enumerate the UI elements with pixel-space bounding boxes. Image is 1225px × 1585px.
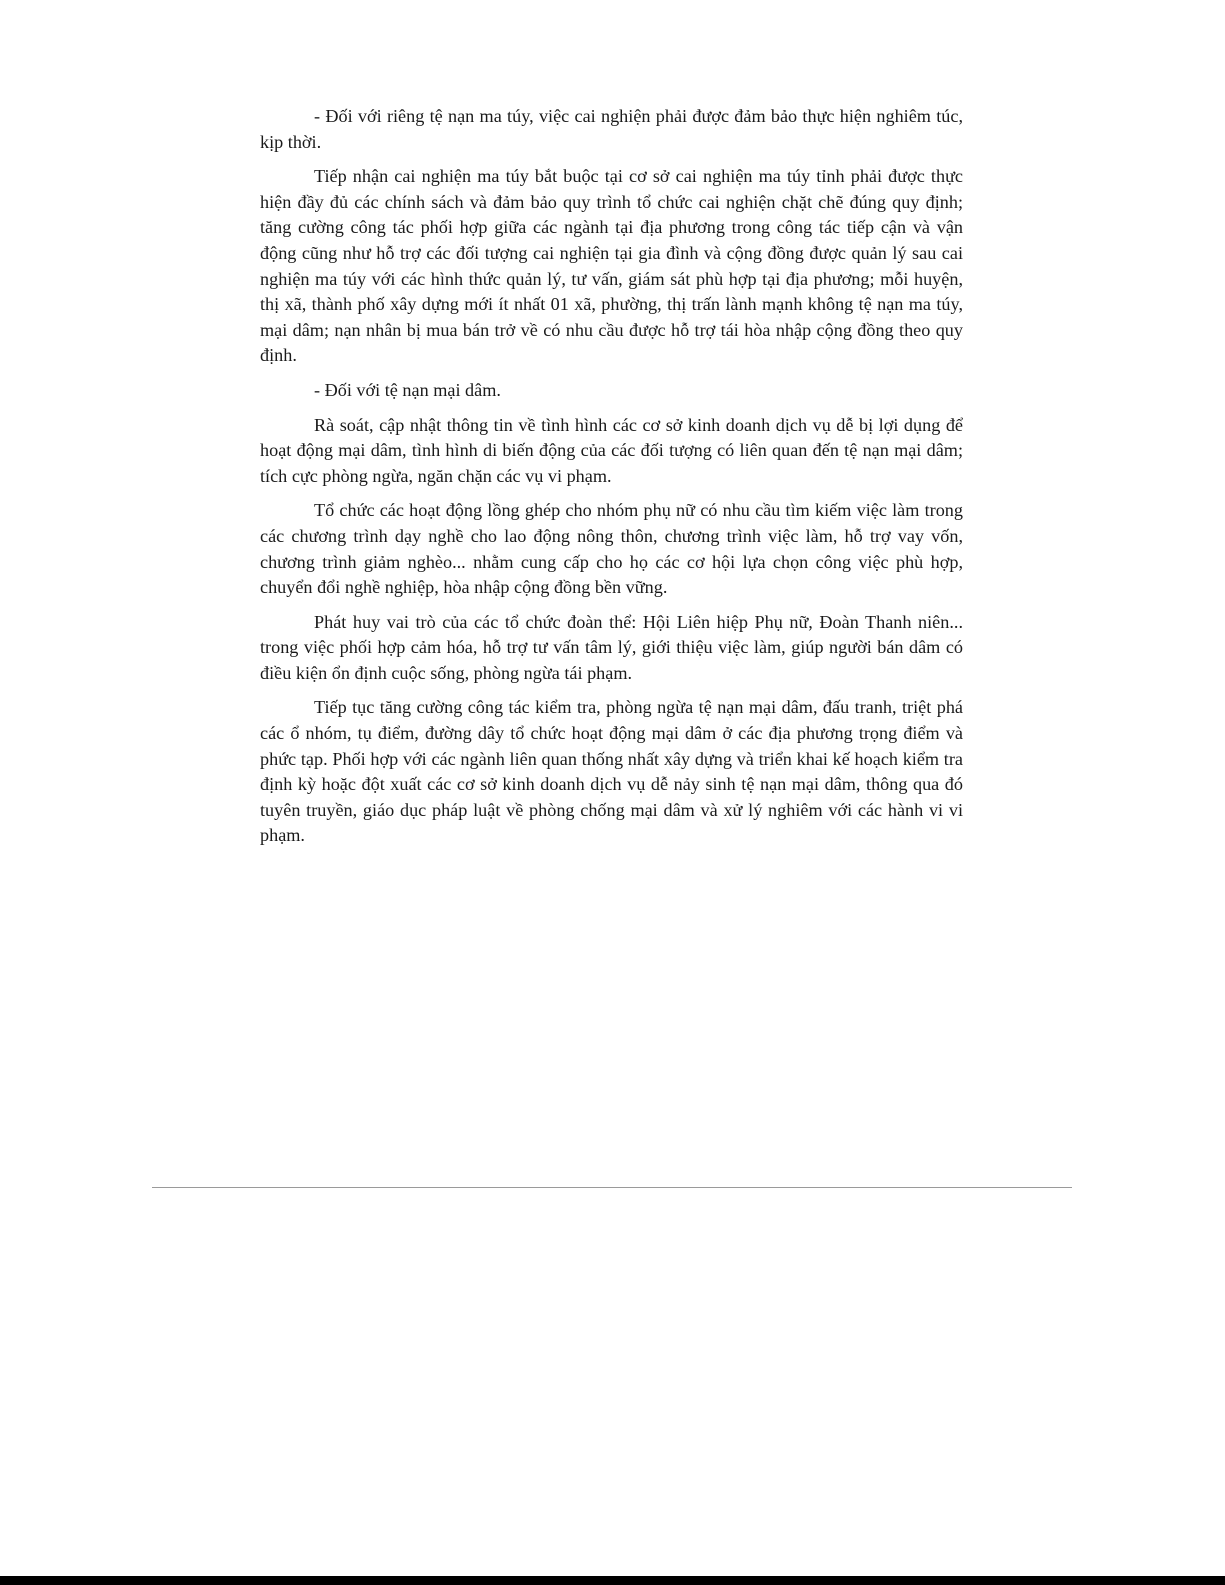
paragraph-review-update: Rà soát, cập nhật thông tin về tình hình các cơ sở kinh doanh dịch vụ dễ bị lợi dụng để hoạt động mại dâm, tình hình di biến động của các đối tượng có liên quan đến tệ nạn mại dâm; tích cực phòng ngừa, ngăn chặn các vụ vi phạm.	[260, 414, 963, 486]
paragraph-inspection: Tiếp tục tăng cường công tác kiểm tra, phòng ngừa tệ nạn mại dâm, đấu tranh, triệt phá các ổ nhóm, tụ điểm, đường dây tổ chức hoạt động mại dâm ở các địa phương trọng điểm và phức tạp. Phối hợp với các ngành liên quan thống nhất xây dựng và triển khai kế hoạch kiểm tra định kỳ hoặc đột xuất các cơ sở kinh doanh dịch vụ dễ nảy sinh tệ nạn mại dâm, thông qua đó tuyên truyền, giáo dục pháp luật về phòng chống mại dâm và xử lý nghiêm với các hành vi vi phạm.	[260, 697, 963, 846]
document-body	[260, 104, 963, 858]
page-break-divider	[152, 1187, 1072, 1188]
paragraph-prostitution-heading: - Đối với tệ nạn mại dâm.	[314, 379, 501, 400]
paragraph-drug-heading: - Đối với riêng tệ nạn ma túy, việc cai nghiện phải được đảm bảo thực hiện nghiêm túc, kịp thời.	[260, 106, 963, 152]
paragraph-mass-organizations: Phát huy vai trò của các tổ chức đoàn thể: Hội Liên hiệp Phụ nữ, Đoàn Thanh niên... trong việc phối hợp cảm hóa, hỗ trợ tư vấn tâm lý, giới thiệu việc làm, giúp người bán dâm có điều kiện ổn định cuộc sống, phòng ngừa tái phạm.	[260, 611, 963, 683]
paragraph-drug-rehab: Tiếp nhận cai nghiện ma túy bắt buộc tại cơ sở cai nghiện ma túy tỉnh phải được thực hiện đầy đủ các chính sách và đảm bảo quy trình tổ chức cai nghiện chặt chẽ đúng quy định; tăng cường công tác phối hợp giữa các ngành tại địa phương trong công tác tiếp cận và vận động cũng như hỗ trợ các đối tượng cai nghiện tại gia đình và cộng đồng được quản lý sau cai nghiện ma túy với các hình thức quản lý, tư vấn, giám sát phù hợp tại địa phương; mỗi huyện, thị xã, thành phố xây dựng mới ít nhất 01 xã, phường, thị trấn lành mạnh không tệ nạn ma túy, mại dâm; nạn nhân bị mua bán trở về có nhu cầu được hỗ trợ tái hòa nhập cộng đồng theo quy định.	[260, 166, 963, 366]
bottom-edge-bar	[0, 1576, 1225, 1585]
paragraph-women-employment: Tổ chức các hoạt động lồng ghép cho nhóm phụ nữ có nhu cầu tìm kiếm việc làm trong các chương trình dạy nghề cho lao động nông thôn, chương trình việc làm, hỗ trợ vay vốn, chương trình giảm nghèo... nhằm cung cấp cho họ các cơ hội lựa chọn công việc phù hợp, chuyển đổi nghề nghiệp, hòa nhập cộng đồng bền vững.	[260, 500, 963, 598]
